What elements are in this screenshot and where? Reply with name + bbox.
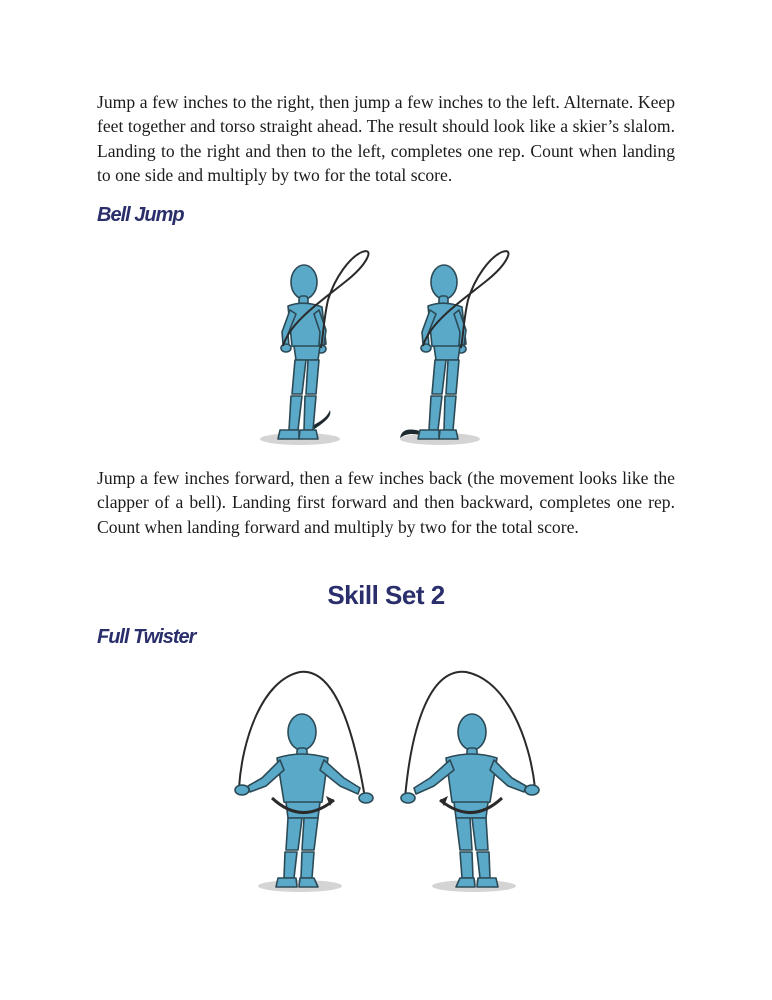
- bell-jump-heading: Bell Jump: [97, 204, 184, 226]
- slalom-description: Jump a few inches to the right, then jump a few inches to the left. Alternate. Keep feet together and torso straight ahead. The result should look like a skier’s slalom. Landing to the right and then to the left, completes one rep. Count when landing to one side and multiply by two for the total score.: [97, 92, 675, 186]
- full-twister-figure-right: [401, 714, 539, 892]
- full-twister-figures: [222, 660, 552, 900]
- full-twister-heading: Full Twister: [97, 626, 196, 648]
- bell-jump-description: Jump a few inches forward, then a few inches back (the movement looks like the clapper of a bell). Landing first forward and then backward, completes one rep. Count when landing forward and multiply by two for the total score.: [97, 468, 675, 537]
- bell-jump-figure-right: [400, 265, 480, 445]
- bell-jump-figures: [250, 242, 530, 457]
- bell-jump-figure-left: [260, 265, 340, 445]
- skill-set-title: Skill Set 2: [327, 580, 445, 610]
- bell-jump-illustration: [250, 242, 530, 457]
- full-twister-illustration: [222, 660, 552, 900]
